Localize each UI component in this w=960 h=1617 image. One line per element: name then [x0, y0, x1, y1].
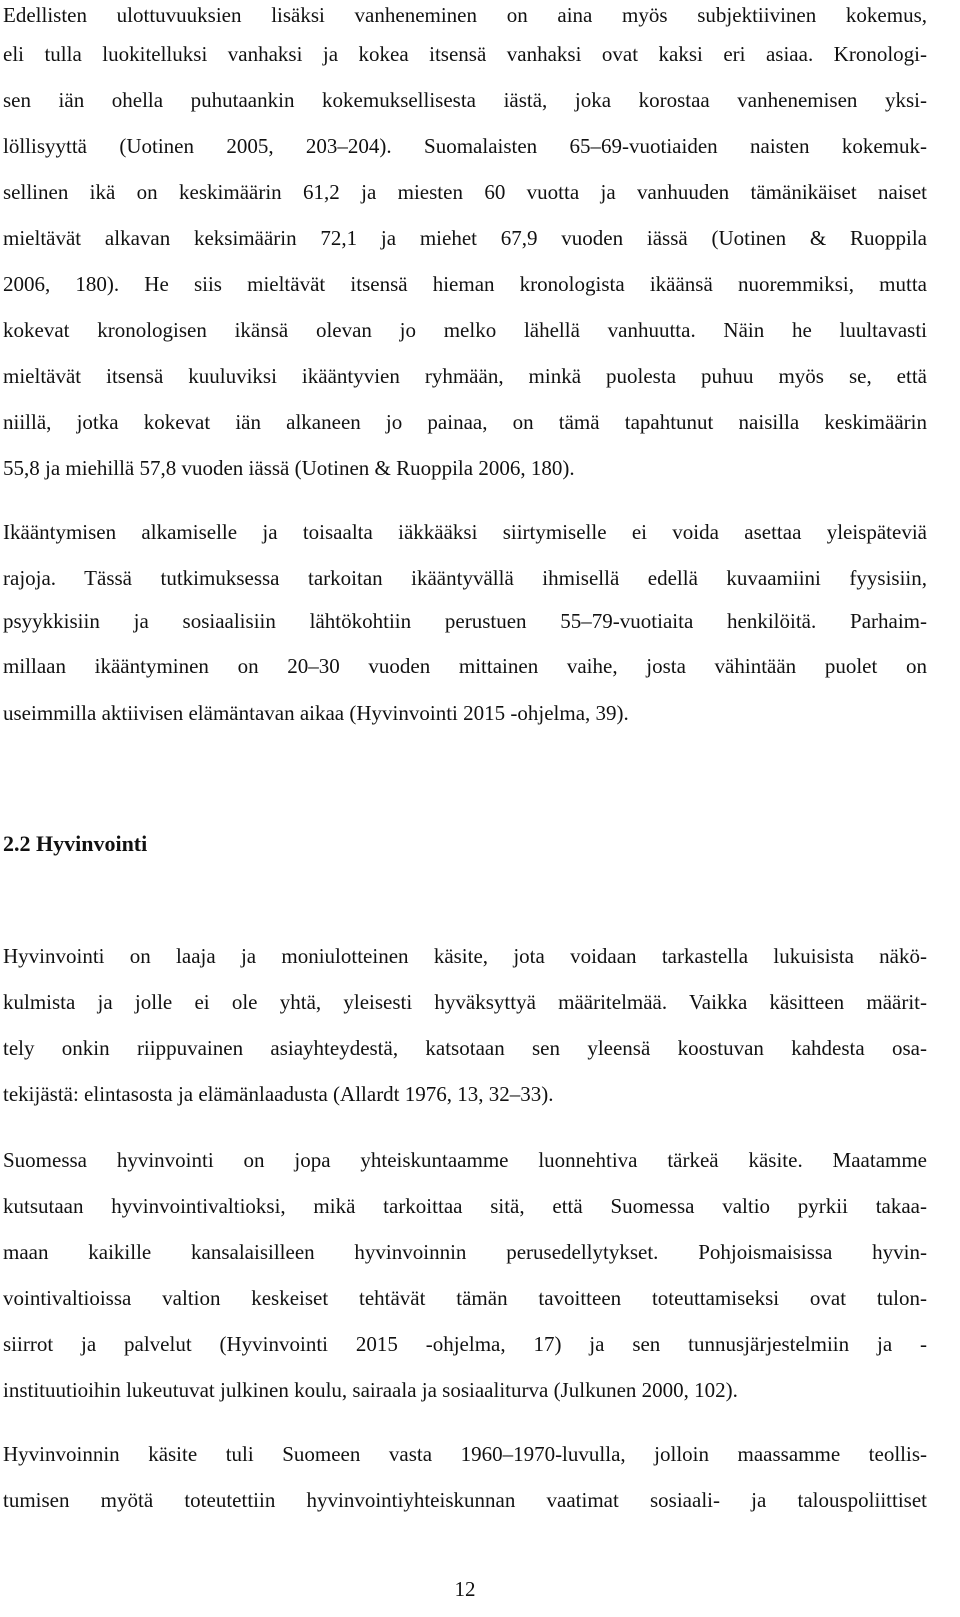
paragraph-4-line-6: instituutioihin lukeutuvat julkinen koulu, sairaala ja sosiaaliturva (Julkunen 2000, 102). — [3, 1378, 738, 1402]
paragraph-2-line-5: useimmilla aktiivisen elämäntavan aikaa (Hyvinvointi 2015 -ohjelma, 39). — [3, 701, 629, 725]
paragraph-1-line-6: mieltävät alkavan keksimäärin 72,1 ja miehet 67,9 vuoden iässä (Uotinen & Ruoppila — [3, 226, 927, 250]
paragraph-2-line-1: Ikääntymisen alkamiselle ja toisaalta iäkkääksi siirtymiselle ei voida asettaa yleispäteviä — [3, 520, 927, 544]
paragraph-4-line-1: Suomessa hyvinvointi on jopa yhteiskuntaamme luonnehtiva tärkeä käsite. Maatamme — [3, 1148, 927, 1172]
paragraph-1-line-1: Edellisten ulottuvuuksien lisäksi vanheneminen on aina myös subjektiivinen kokemus, — [3, 3, 927, 27]
paragraph-2-line-3: psyykkisiin ja sosiaalisiin lähtökohtiin perustuen 55–79-vuotiaita henkilöitä. Parhaim- — [3, 609, 927, 633]
page-number: 12 — [454, 1577, 476, 1601]
paragraph-1-line-5: sellinen ikä on keskimäärin 61,2 ja miesten 60 vuotta ja vanhuuden tämänikäiset naiset — [3, 180, 927, 204]
paragraph-3-line-3: tely onkin riippuvainen asiayhteydestä, katsotaan sen yleensä koostuvan kahdesta osa- — [3, 1036, 927, 1060]
paragraph-4-line-5: siirrot ja palvelut (Hyvinvointi 2015 -ohjelma, 17) ja sen tunnusjärjestelmiin ja - — [3, 1332, 927, 1356]
paragraph-1-line-4: löllisyyttä (Uotinen 2005, 203–204). Suomalaisten 65–69-vuotiaiden naisten kokemuk- — [3, 134, 927, 158]
paragraph-1-line-7: 2006, 180). He siis mieltävät itsensä hieman kronologista ikäänsä nuoremmiksi, mutta — [3, 272, 927, 296]
paragraph-1-line-2: eli tulla luokitelluksi vanhaksi ja kokea itsensä vanhaksi ovat kaksi eri asiaa. Kronologi- — [3, 42, 927, 66]
paragraph-4-line-3: maan kaikille kansalaisilleen hyvinvoinnin perusedellytykset. Pohjoismaisissa hyvin- — [3, 1240, 927, 1264]
paragraph-3-line-2: kulmista ja jolle ei ole yhtä, yleisesti hyväksyttyä määritelmää. Vaikka käsitteen määrit- — [3, 990, 927, 1014]
paragraph-5-line-2: tumisen myötä toteutettiin hyvinvointiyhteiskunnan vaatimat sosiaali- ja talouspoliittiset — [3, 1488, 927, 1512]
paragraph-1-line-8: kokevat kronologisen ikänsä olevan jo melko lähellä vanhuutta. Näin he luultavasti — [3, 318, 927, 342]
paragraph-4-line-2: kutsutaan hyvinvointivaltioksi, mikä tarkoittaa sitä, että Suomessa valtio pyrkii takaa- — [3, 1194, 927, 1218]
paragraph-4-line-4: vointivaltioissa valtion keskeiset tehtävät tämän tavoitteen toteuttamiseksi ovat tulon- — [3, 1286, 927, 1310]
paragraph-1-line-11: 55,8 ja miehillä 57,8 vuoden iässä (Uotinen & Ruoppila 2006, 180). — [3, 456, 575, 480]
paragraph-3-line-4: tekijästä: elintasosta ja elämänlaadusta (Allardt 1976, 13, 32–33). — [3, 1082, 554, 1106]
paragraph-5-line-1: Hyvinvoinnin käsite tuli Suomeen vasta 1960–1970-luvulla, jolloin maassamme teollis- — [3, 1442, 927, 1466]
paragraph-3-line-1: Hyvinvointi on laaja ja moniulotteinen käsite, jota voidaan tarkastella lukuisista näkö- — [3, 944, 927, 968]
paragraph-2-line-4: millaan ikääntyminen on 20–30 vuoden mittainen vaihe, josta vähintään puolet on — [3, 654, 927, 678]
paragraph-1-line-3: sen iän ohella puhutaankin kokemuksellisesta iästä, joka korostaa vanhenemisen yksi- — [3, 88, 927, 112]
paragraph-1-line-9: mieltävät itsensä kuuluviksi ikääntyvien ryhmään, minkä puolesta puhuu myös se, että — [3, 364, 927, 388]
paragraph-2-line-2: rajoja. Tässä tutkimuksessa tarkoitan ikääntyvällä ihmisellä edellä kuvaamiini fyysisiin, — [3, 566, 927, 590]
section-heading: 2.2 Hyvinvointi — [3, 831, 148, 856]
paragraph-1-line-10: niillä, jotka kokevat iän alkaneen jo painaa, on tämä tapahtunut naisilla keskimäärin — [3, 410, 927, 434]
